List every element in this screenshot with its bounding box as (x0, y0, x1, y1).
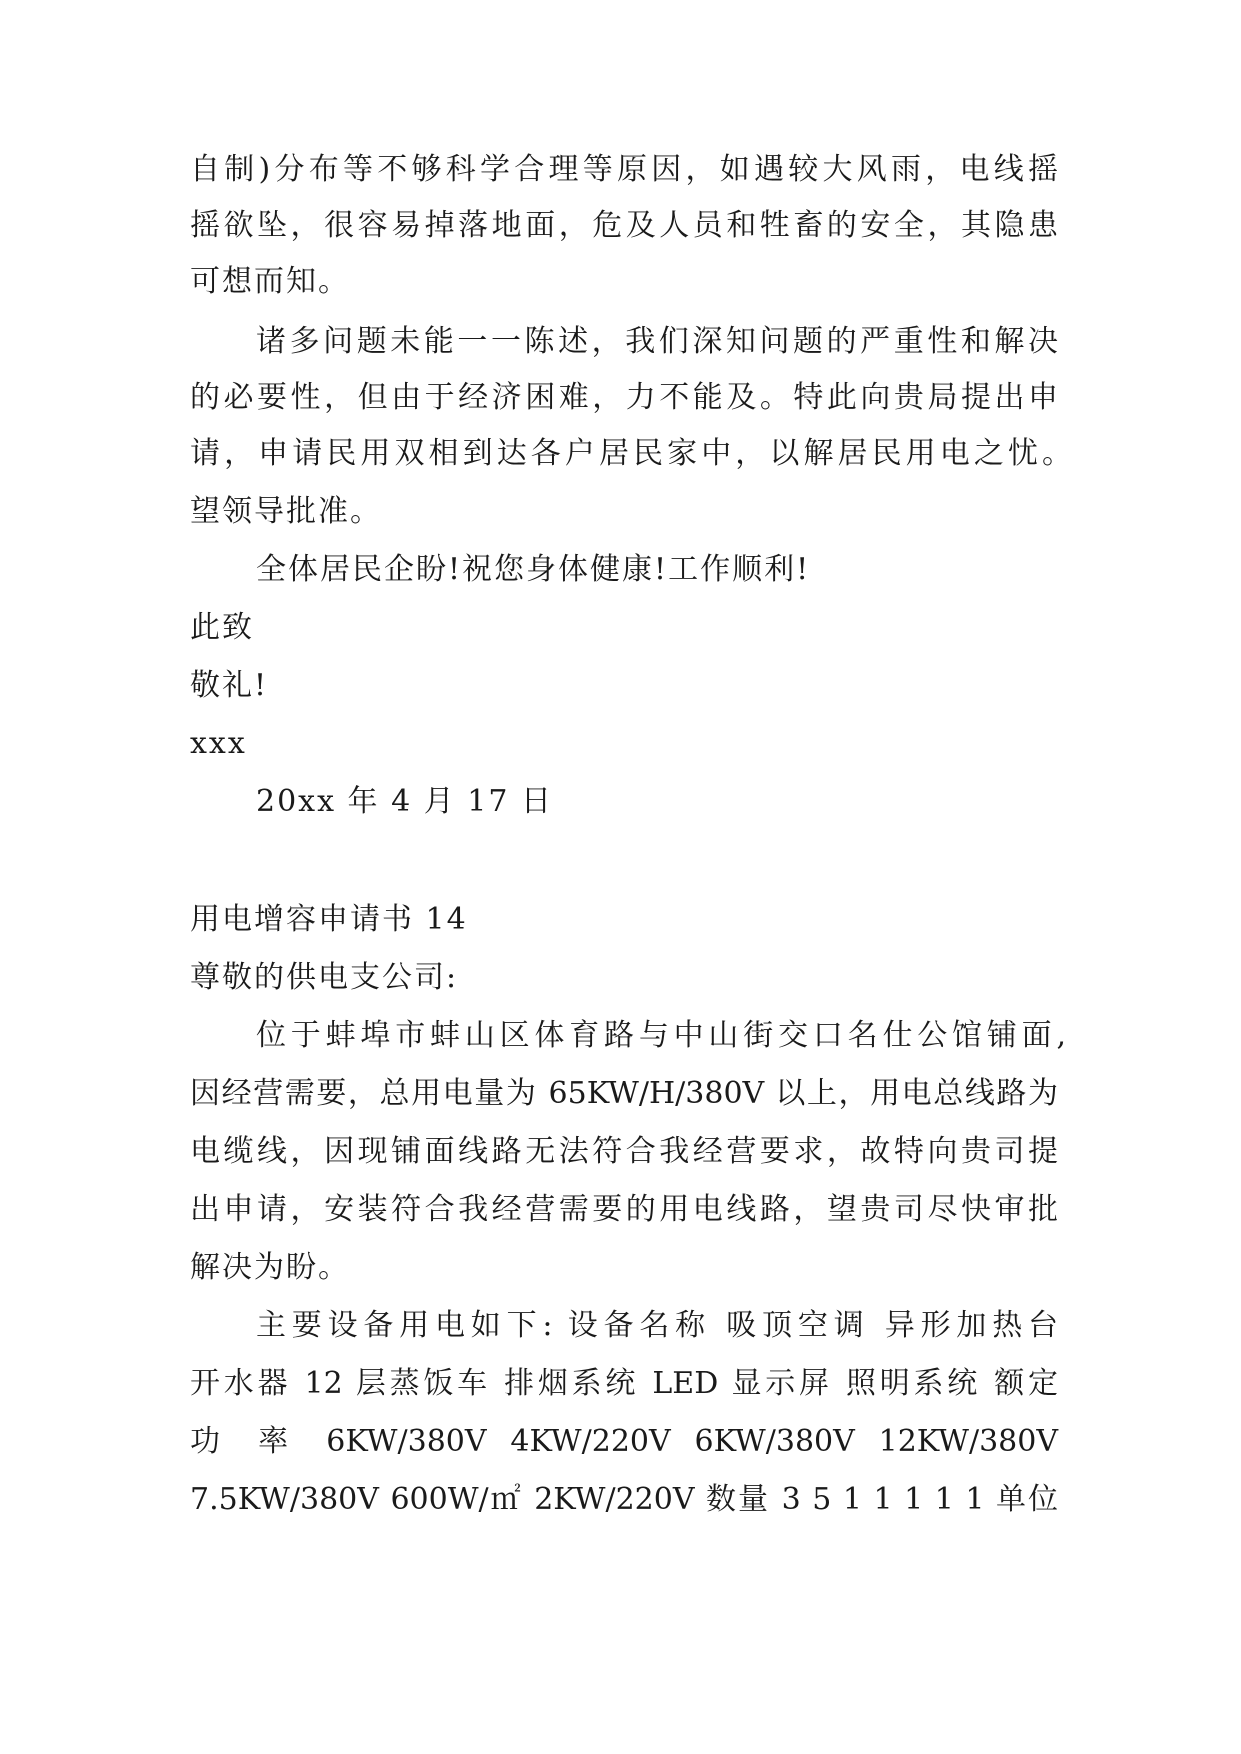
salutation: 此致 (190, 610, 254, 645)
paragraph-line: 的必要性，但由于经济困难，力不能及。特此向贵局提出申 (190, 380, 1058, 415)
section-title: 用电增容申请书 14 (190, 902, 468, 937)
paragraph-line: 自制)分布等不够科学合理等原因，如遇较大风雨，电线摇 (190, 152, 1058, 187)
paragraph-line: 请，申请民用双相到达各户居民家中，以解居民用电之忧。 (190, 436, 1072, 471)
equipment-line: 主要设备用电如下: 设备名称 吸顶空调 异形加热台 (256, 1308, 1058, 1343)
paragraph-line: 摇欲坠，很容易掉落地面，危及人员和牲畜的安全，其隐患 (190, 208, 1058, 243)
paragraph-line: 诸多问题未能一一陈述，我们深知问题的严重性和解决 (256, 324, 1058, 359)
signature: xxx (190, 726, 247, 761)
paragraph-line: 解决为盼。 (190, 1250, 350, 1285)
equipment-line: 7.5KW/380V 600W/㎡ 2KW/220V 数量 3 5 1 1 1 1 1 单位 (190, 1482, 1058, 1517)
paragraph-line: 可想而知。 (190, 264, 350, 299)
date: 20xx 年 4 月 17 日 (256, 784, 553, 819)
paragraph-line: 因经营需要，总用电量为 65KW/H/380V 以上，用电总线路为 (190, 1076, 1058, 1111)
paragraph-line: 电缆线，因现铺面线路无法符合我经营要求，故特向贵司提 (190, 1134, 1058, 1169)
salutation-respect: 敬礼! (190, 668, 269, 703)
equipment-line: 开水器 12 层蒸饭车 排烟系统 LED 显示屏 照明系统 额定 (190, 1366, 1058, 1401)
paragraph-line: 望领导批准。 (190, 494, 382, 529)
paragraph-line: 出申请，安装符合我经营需要的用电线路，望贵司尽快审批 (190, 1192, 1058, 1227)
closing-wish: 全体居民企盼!祝您身体健康!工作顺利! (256, 552, 811, 587)
equipment-line: 功 率 6KW/380V 4KW/220V 6KW/380V 12KW/380V (190, 1424, 1058, 1459)
addressee: 尊敬的供电支公司: (190, 960, 459, 995)
paragraph-line: 位于蚌埠市蚌山区体育路与中山街交口名仕公馆铺面, (256, 1018, 1066, 1053)
